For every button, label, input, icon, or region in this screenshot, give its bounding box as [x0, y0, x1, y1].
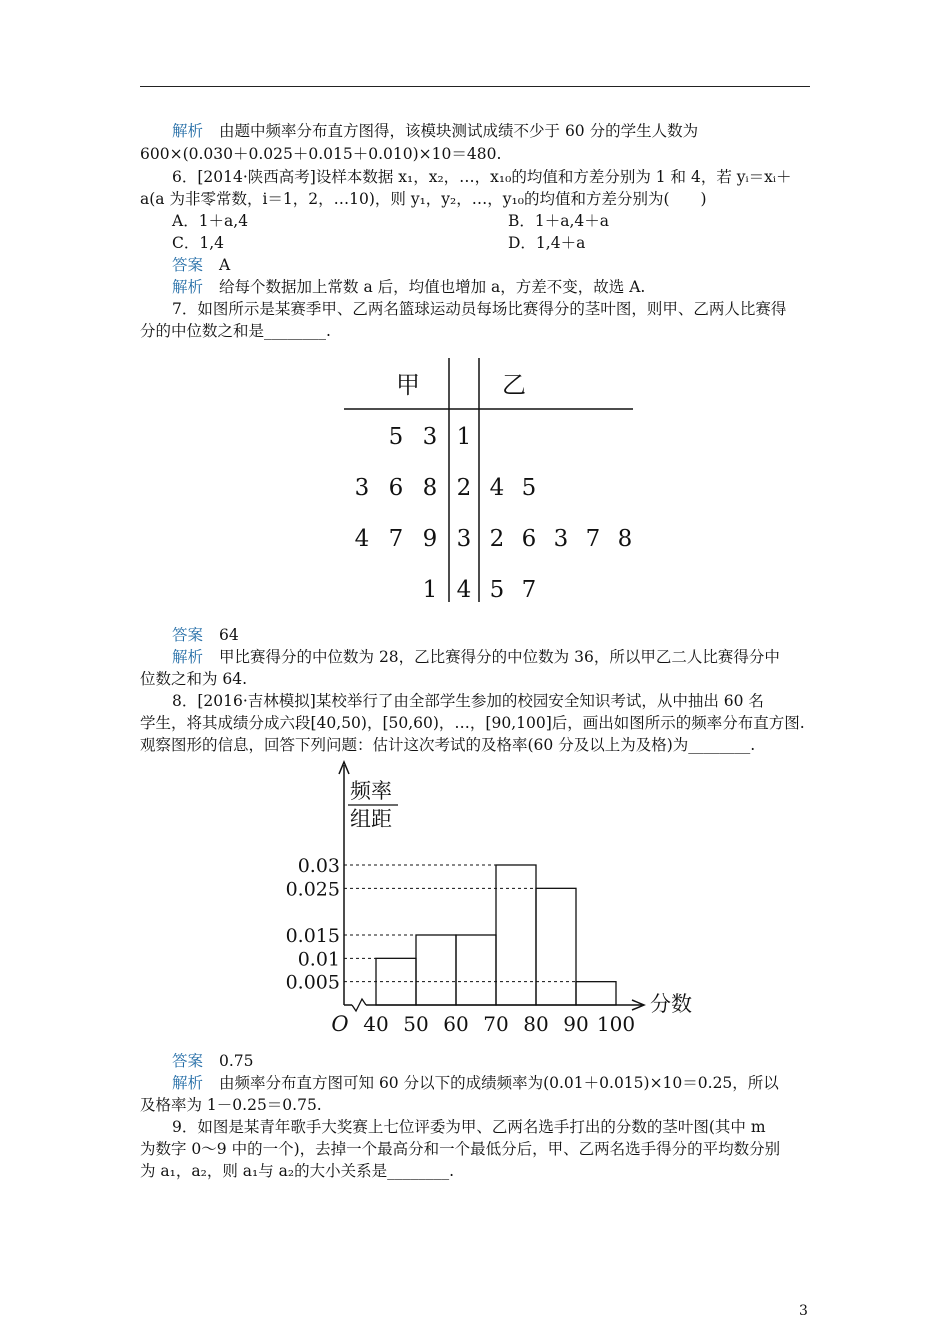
page-number: 3 [799, 1303, 808, 1319]
leaf-right: 5 [489, 577, 505, 603]
q6-option-a: A．1＋a,4 [172, 212, 249, 230]
leaf-right: 7 [585, 526, 601, 552]
histogram-bar [536, 888, 576, 1005]
answer-tag: 答案 [172, 256, 204, 274]
leaf-left: 4 [354, 526, 370, 552]
q8-stem-line1: 8．[2016·吉林模拟]某校举行了由全部学生参加的校园安全知识考试，从中抽出 60 名 [172, 692, 764, 710]
histogram-bar [416, 935, 456, 1005]
y-tick-label: 0.03 [297, 854, 340, 877]
x-tick-label: 90 [563, 1012, 589, 1036]
y-tick-label: 0.01 [297, 948, 340, 971]
answer-tag: 答案 [172, 626, 204, 644]
q6-stem-line2: a(a 为非零常数，i＝1，2，…10)，则 y₁，y₂，…，y₁₀的均值和方差分别为( ) [140, 190, 707, 208]
histogram-bar [456, 935, 496, 1005]
q9-stem-line1: 9．如图是某青年歌手大奖赛上七位评委为甲、乙两名选手打出的分数的茎叶图(其中 m [172, 1118, 766, 1136]
answer-tag: 答案 [172, 1052, 204, 1070]
leaf-left: 6 [388, 475, 404, 501]
q8-stem-line3: 观察图形的信息，回答下列问题：估计这次考试的及格率(60 分及以上为及格)为________. [140, 736, 756, 754]
leaf-right: 2 [489, 526, 505, 552]
q7-solution-line2: 位数之和为 64. [140, 670, 248, 688]
y-label-bottom: 组距 [350, 807, 392, 831]
stem-value: 1 [456, 424, 472, 450]
x-tick-label: 70 [483, 1012, 509, 1036]
x-tick-label: 50 [403, 1012, 429, 1036]
leaf-right: 7 [521, 577, 537, 603]
leaf-left: 9 [422, 526, 438, 552]
solution-tag: 解析 [172, 278, 204, 296]
frequency-histogram [0, 760, 950, 1060]
leaf-left: 7 [388, 526, 404, 552]
x-label: 分数 [650, 992, 692, 1016]
q8-solution-line2: 及格率为 1－0.25＝0.75. [140, 1096, 322, 1114]
leaf-right: 4 [489, 475, 505, 501]
q9-stem-line2: 为数字 0～9 中的一个)，去掉一个最高分和一个最低分后，甲、乙两名选手得分的平均数分别 [140, 1140, 781, 1158]
p5-solution-line2: 600×(0.030＋0.025＋0.015＋0.010)×10＝480. [140, 145, 502, 163]
q6-options-row1 [172, 210, 852, 232]
q7-stem-line2: 分的中位数之和是________. [140, 322, 331, 340]
leaf-left: 3 [354, 475, 370, 501]
q6-solution: 解析 给每个数据加上常数 a 后，均值也增加 a，方差不变，故选 A. [172, 278, 646, 296]
leaf-left: 1 [422, 577, 438, 603]
q6-answer: 答案 A [172, 256, 231, 274]
origin-label: O [331, 1012, 349, 1036]
leaf-left: 8 [422, 475, 438, 501]
stem-value: 2 [456, 475, 472, 501]
x-tick-label: 40 [363, 1012, 389, 1036]
solution-tag: 解析 [172, 648, 204, 666]
q6-option-b: B．1＋a,4＋a [508, 212, 610, 230]
q7-stem-line1: 7．如图所示是某赛季甲、乙两名篮球运动员每场比赛得分的茎叶图，则甲、乙两人比赛得 [172, 300, 787, 318]
stem-value: 3 [456, 526, 472, 552]
solution-tag: 解析 [172, 1074, 204, 1092]
stem-leaf-left-header: 甲 [396, 371, 420, 399]
q6-stem-line1: 6．[2014·陕西高考]设样本数据 x₁，x₂，…，x₁₀的均值和方差分别为 1 和 4，若 yᵢ＝xᵢ＋ [172, 168, 792, 186]
x-tick-label: 100 [596, 1012, 636, 1036]
leaf-right: 5 [521, 475, 537, 501]
y-label-top: 频率 [350, 779, 392, 803]
stem-leaf-right-header: 乙 [502, 371, 526, 399]
leaf-right: 3 [553, 526, 569, 552]
q9-stem-line3: 为 a₁，a₂，则 a₁与 a₂的大小关系是________. [140, 1162, 455, 1180]
histogram-bar [576, 982, 616, 1005]
p5-solution-line1: 解析 由题中频率分布直方图得，该模块测试成绩不少于 60 分的学生人数为 [172, 122, 699, 140]
y-tick-label: 0.005 [285, 971, 340, 994]
leaf-left: 5 [388, 424, 404, 450]
q6-option-c: C．1,4 [172, 234, 225, 252]
leaf-left: 3 [422, 424, 438, 450]
q8-answer: 答案 0.75 [172, 1052, 254, 1070]
x-tick-label: 80 [523, 1012, 549, 1036]
q6-options-row2 [172, 232, 852, 254]
q8-stem-line2: 学生，将其成绩分成六段[40,50)，[50,60)，…，[90,100]后，画出如图所示的频率分布直方图. [140, 714, 805, 732]
histogram-bar [496, 865, 536, 1005]
header-rule [140, 86, 810, 87]
solution-tag: 解析 [172, 122, 204, 140]
leaf-right: 8 [617, 526, 633, 552]
x-axis-break [352, 999, 366, 1011]
leaf-right: 6 [521, 526, 537, 552]
y-tick-label: 0.025 [285, 878, 340, 901]
stem-value: 4 [456, 577, 472, 603]
q8-solution-line1: 解析 由频率分布直方图可知 60 分以下的成绩频率为(0.01＋0.015)×10＝0.25，所以 [172, 1074, 779, 1092]
y-tick-label: 0.015 [285, 924, 340, 947]
q7-solution-line1: 解析 甲比赛得分的中位数为 28，乙比赛得分的中位数为 36，所以甲乙二人比赛得分中 [172, 648, 780, 666]
x-tick-label: 60 [443, 1012, 469, 1036]
q6-option-d: D．1,4＋a [508, 234, 586, 252]
q7-answer: 答案 64 [172, 626, 239, 644]
